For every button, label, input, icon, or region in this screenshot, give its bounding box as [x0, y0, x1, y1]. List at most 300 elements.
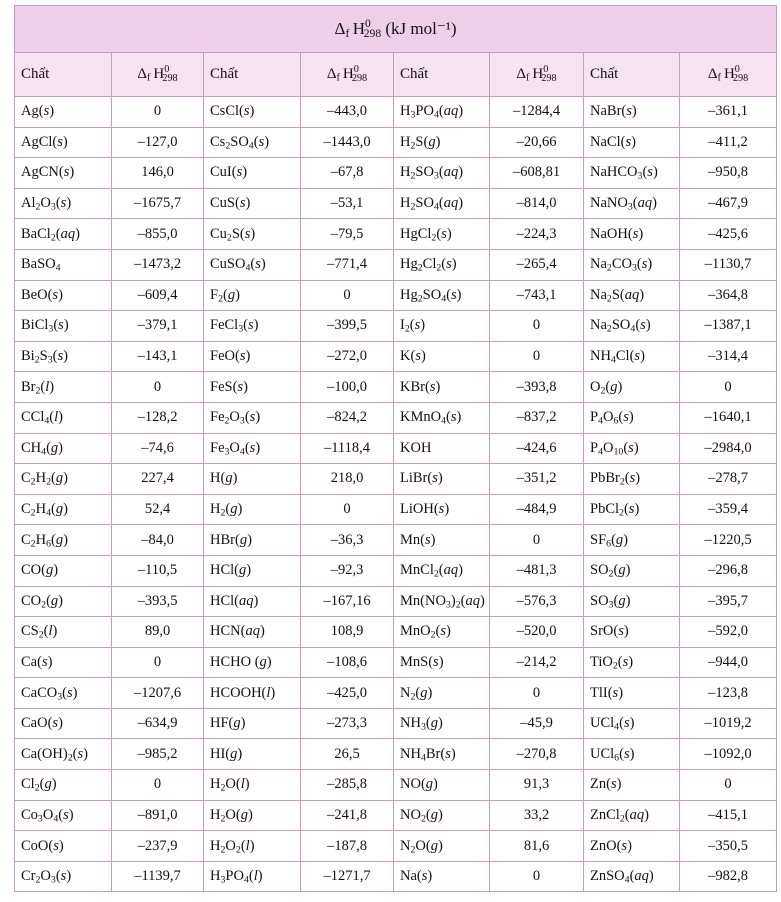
column-header-name [394, 53, 490, 97]
compound-part: Fe [210, 439, 225, 456]
compound-part: ) [652, 164, 658, 181]
compound-part: ( [415, 684, 421, 701]
compound-part: 2 [30, 476, 36, 488]
compound-part: ( [55, 868, 61, 885]
compound-part: Al [21, 195, 36, 212]
compound-part: ( [623, 501, 629, 518]
compound-part: NaBr( [590, 103, 627, 120]
compound-part: ( [243, 317, 248, 334]
compound-cell [584, 647, 680, 678]
compound-cell [204, 770, 301, 801]
table-row [15, 249, 777, 280]
compound-part: l [45, 378, 50, 395]
compound-part: ( [240, 837, 246, 854]
compound-part: 4 [53, 813, 59, 825]
enthalpy-value: –944,0 [680, 647, 777, 678]
enthalpy-value: –1092,0 [680, 739, 777, 770]
enthalpy-value: 0 [490, 678, 584, 709]
compound-cell [15, 127, 112, 158]
title-sub-f: f [345, 26, 350, 40]
compound-part: ) [437, 837, 443, 854]
compound-part: s [236, 164, 243, 181]
table-row [15, 525, 777, 556]
compound-cell [204, 97, 301, 128]
compound-part: 2 [431, 232, 437, 244]
compound-part: 2 [606, 293, 612, 305]
compound-part: l [240, 776, 245, 793]
compound-part: ( [250, 256, 256, 273]
compound-part: KOH [400, 439, 432, 456]
compound-part: s [258, 133, 265, 150]
compound-part: CuS( [210, 195, 240, 212]
compound-part: 2 [34, 354, 40, 366]
compound-part: s [63, 806, 69, 823]
enthalpy-value: –224,3 [490, 219, 584, 250]
compound-part: s [249, 409, 256, 426]
compound-part: ) [66, 195, 72, 212]
compound-part: 2 [417, 293, 423, 305]
compound-part: ) [49, 378, 55, 395]
col-delta: Δ [326, 66, 337, 82]
compound-part: ) [639, 286, 645, 303]
compound-part: g [227, 286, 236, 303]
compound-part: 4 [243, 874, 249, 886]
compound-part: NO [400, 806, 421, 823]
compound-part: LiOH( [400, 501, 439, 518]
compound-part: ) [479, 592, 485, 609]
compound-part: ) [458, 195, 464, 212]
table-row [15, 586, 777, 617]
compound-part: 4 [630, 323, 636, 335]
compound-part: NaHCO [590, 164, 638, 181]
compound-part: s [415, 348, 421, 365]
compound-part: ) [625, 562, 631, 579]
compound-part: s [450, 286, 457, 303]
compound-part: g [240, 806, 248, 823]
compound-part: O [42, 806, 54, 823]
compound-part: O( [415, 837, 431, 854]
enthalpy-value: –285,8 [301, 770, 394, 801]
enthalpy-value: –982,8 [680, 861, 777, 892]
enthalpy-value: –265,4 [490, 249, 584, 280]
compound-part: ) [446, 623, 451, 640]
table-row [15, 372, 777, 403]
compound-part: SO [415, 195, 434, 212]
enthalpy-value: –128,2 [112, 402, 204, 433]
compound-cell [15, 372, 112, 403]
col-delta: Δ [707, 66, 718, 82]
compound-part: s [52, 286, 59, 303]
enthalpy-value: –608,81 [490, 158, 584, 189]
compound-part: 3 [57, 691, 63, 703]
enthalpy-value: 0 [490, 341, 584, 372]
enthalpy-value: –634,9 [112, 708, 204, 739]
compound-part: ZnO( [590, 837, 622, 854]
compound-part: s [421, 868, 428, 885]
compound-part: aq [60, 225, 76, 242]
compound-part: ( [53, 317, 59, 334]
compound-part: ) [628, 653, 634, 670]
compound-part: ) [253, 592, 259, 609]
compound-part: ( [253, 133, 259, 150]
compound-part: s [634, 348, 641, 365]
compound-cell [584, 188, 680, 219]
enthalpy-value: –270,8 [490, 739, 584, 770]
compound-part: 2 [410, 170, 416, 182]
compound-part: ( [438, 562, 444, 579]
compound-part: ) [242, 164, 248, 181]
enthalpy-value: –1271,7 [301, 861, 394, 892]
compound-part: 2 [46, 476, 51, 488]
compound-part: CoO( [21, 837, 54, 854]
compound-part: Ag( [21, 103, 44, 120]
compound-part: ) [247, 806, 253, 823]
compound-part: 10 [613, 446, 624, 458]
compound-part: l [48, 623, 53, 640]
compound-part: ( [43, 623, 49, 640]
compound-cell [394, 800, 490, 831]
compound-part: s [255, 256, 261, 273]
compound-part: g [615, 531, 624, 548]
compound-part: NaOH( [590, 225, 633, 242]
compound-cell [584, 280, 680, 311]
enthalpy-value: –855,0 [112, 219, 204, 250]
compound-part: ) [633, 439, 639, 456]
compound-part: ) [63, 317, 69, 334]
col-sup: 0 [543, 63, 549, 75]
compound-part: Cl [21, 776, 35, 793]
compound-cell [584, 464, 680, 495]
table-row [15, 280, 777, 311]
enthalpy-value: –837,2 [490, 402, 584, 433]
compound-part: s [450, 409, 457, 426]
compound-part: ) [249, 103, 255, 120]
compound-part: g [50, 439, 59, 456]
compound-part: Bi [21, 348, 35, 365]
compound-part: 2 [220, 782, 226, 794]
compound-part: ( [55, 225, 61, 242]
compound-part: ) [68, 806, 74, 823]
compound-part: 4 [614, 721, 620, 733]
compound-part: ) [437, 470, 443, 487]
compound-part: ) [623, 531, 628, 548]
compound-part: ) [631, 103, 637, 120]
compound-part: ) [237, 745, 243, 762]
compound-part: s [632, 225, 639, 242]
compound-part: TiO [590, 653, 613, 670]
compound-part: s [424, 531, 431, 548]
compound-part: ( [605, 378, 611, 395]
compound-cell [584, 708, 680, 739]
compound-part: 4 [46, 507, 51, 519]
enthalpy-value: –100,0 [301, 372, 394, 403]
compound-part: g [55, 470, 64, 487]
compound-part: s [628, 501, 635, 518]
compound-cell [584, 341, 680, 372]
col-h: H [342, 66, 354, 82]
compound-part: s [247, 317, 254, 334]
compound-cell [15, 861, 112, 892]
compound-part: Na( [400, 868, 422, 885]
compound-cell [15, 739, 112, 770]
enthalpy-value: –187,8 [301, 831, 394, 862]
enthalpy-value: 91,3 [490, 770, 584, 801]
compound-part: 4 [433, 109, 439, 121]
enthalpy-value: –484,9 [490, 494, 584, 525]
compound-part: CuSO [210, 256, 246, 273]
compound-cell [204, 831, 301, 862]
compound-part: aq [624, 286, 640, 303]
compound-cell [584, 311, 680, 342]
compound-cell [204, 280, 301, 311]
compound-part: KBr( [400, 378, 430, 395]
compound-part: ( [636, 256, 642, 273]
enthalpy-value: –1640,1 [680, 402, 777, 433]
compound-part: s [77, 745, 84, 762]
compound-part: s [441, 225, 447, 242]
compound-part: ) [63, 531, 68, 548]
compound-part: g [233, 715, 241, 732]
compound-part: S [39, 348, 48, 365]
enthalpy-value: –443,0 [301, 97, 394, 128]
compound-part: ) [58, 837, 64, 854]
compound-part: ( [248, 868, 254, 885]
compound-cell [204, 647, 301, 678]
enthalpy-value: 0 [112, 647, 204, 678]
compound-part: CS [21, 623, 39, 640]
compound-part: HF( [210, 715, 234, 732]
compound-part: ) [266, 653, 272, 670]
table-row [15, 464, 777, 495]
enthalpy-value: –576,3 [490, 586, 584, 617]
col-sub: 298 [541, 72, 557, 84]
compound-cell [15, 494, 112, 525]
column-header-row [15, 53, 777, 97]
compound-part: ( [223, 286, 228, 303]
compound-part: C [21, 470, 31, 487]
compound-part: aq [629, 806, 645, 823]
enthalpy-value: –67,8 [301, 158, 394, 189]
compound-part: 4 [41, 446, 47, 458]
compound-part: s [610, 776, 617, 793]
compound-cell [204, 311, 301, 342]
compound-part: ) [616, 776, 622, 793]
compound-cell [204, 800, 301, 831]
compound-part: ( [618, 409, 624, 426]
enthalpy-value: –425,6 [680, 219, 777, 250]
compound-part: HCHO ( [210, 653, 260, 670]
compound-part: 2 [612, 660, 618, 672]
table-row [15, 678, 777, 709]
compound-cell [15, 678, 112, 709]
compound-part: 3 [433, 170, 439, 182]
compound-part: s [243, 103, 250, 120]
compound-part: ( [51, 531, 56, 548]
compound-cell [204, 617, 301, 648]
enthalpy-value: –79,5 [301, 219, 394, 250]
compound-part: s [433, 653, 439, 670]
col-sub-f: f [147, 72, 151, 84]
compound-part: NaNO [590, 195, 628, 212]
compound-part: ) [83, 745, 88, 762]
compound-part: HI( [210, 745, 231, 762]
compound-part: Br( [425, 745, 446, 762]
col-sub-f: f [336, 72, 340, 84]
compound-cell [394, 97, 490, 128]
table-title-row [15, 6, 777, 53]
compound-cell [394, 678, 490, 709]
compound-part: ( [72, 745, 78, 762]
col-sub: 298 [162, 72, 178, 84]
compound-part: ( [51, 501, 56, 518]
enthalpy-value: 0 [301, 494, 394, 525]
compound-part: g [230, 501, 238, 518]
table-row [15, 402, 777, 433]
compound-part: ( [58, 806, 64, 823]
compound-part: CO [611, 256, 632, 273]
compound-cell [204, 586, 301, 617]
compound-part: 2 [34, 782, 40, 794]
compound-part: SO [611, 317, 631, 334]
enthalpy-value: –415,1 [680, 800, 777, 831]
compound-part: ) [264, 133, 270, 150]
enthalpy-value: –1207,6 [112, 678, 204, 709]
compound-cell [15, 647, 112, 678]
compound-part: aq [637, 195, 653, 212]
enthalpy-value: –520,0 [490, 617, 584, 648]
compound-part: KMnO [400, 409, 442, 426]
compound-part: g [259, 653, 267, 670]
col-delta: Δ [137, 66, 147, 82]
compound-cell [15, 311, 112, 342]
compound-part: ) [458, 562, 463, 579]
enthalpy-value: –1473,2 [112, 249, 204, 280]
compound-part: ) [437, 715, 443, 732]
compound-part: s [440, 623, 447, 640]
enthalpy-value: –1387,1 [680, 311, 777, 342]
compound-part: C [21, 531, 31, 548]
table-row [15, 617, 777, 648]
compound-part: ) [645, 317, 651, 334]
title-sub: 298 [363, 26, 382, 40]
compound-part: 3 [50, 201, 56, 213]
enthalpy-value: –20,66 [490, 127, 584, 158]
compound-part: ) [53, 562, 59, 579]
compound-part: 2 [224, 415, 230, 427]
compound-part: CO [21, 592, 42, 609]
compound-cell [15, 525, 112, 556]
compound-part: 6 [606, 538, 612, 550]
enthalpy-value: –399,5 [301, 311, 394, 342]
col-sub: 298 [351, 72, 368, 84]
enthalpy-value: –84,0 [112, 525, 204, 556]
compound-part: ZnSO [590, 868, 625, 885]
compound-part: 4 [441, 293, 447, 305]
compound-part: l [245, 837, 250, 854]
compound-part: O [40, 195, 51, 212]
compound-part: s [67, 684, 73, 701]
column-header-name-label: Chất [400, 66, 429, 82]
compound-part: ) [435, 378, 441, 395]
compound-part: ) [257, 868, 263, 885]
compound-part: 4 [610, 354, 616, 366]
compound-part: PO [225, 868, 244, 885]
compound-cell [584, 158, 680, 189]
compound-part: aq [443, 195, 459, 212]
enthalpy-value: 0 [680, 372, 777, 403]
compound-part: SO [590, 562, 609, 579]
compound-part: ) [437, 806, 443, 823]
compound-part: PO [415, 103, 434, 120]
compound-part: ( [619, 745, 624, 762]
enthalpy-value: –278,7 [680, 464, 777, 495]
compound-part: O [590, 378, 601, 395]
enthalpy-value: –1130,7 [680, 249, 777, 280]
enthalpy-value: –364,8 [680, 280, 777, 311]
compound-cell [204, 708, 301, 739]
enthalpy-value: –45,9 [490, 708, 584, 739]
table-body [15, 97, 777, 892]
enthalpy-value: 146,0 [112, 158, 204, 189]
compound-part: ) [243, 378, 248, 395]
enthalpy-value: –237,9 [112, 831, 204, 862]
compound-part: s [60, 195, 67, 212]
compound-part: g [430, 837, 438, 854]
compound-part: g [225, 470, 233, 487]
compound-part: HCl( [210, 592, 239, 609]
compound-part: ) [72, 684, 78, 701]
compound-part: 2 [220, 813, 226, 825]
compound-part: ( [244, 439, 250, 456]
enthalpy-value: –950,8 [680, 158, 777, 189]
compound-part: CsCl( [210, 103, 244, 120]
compound-cell [394, 525, 490, 556]
compound-part: CO( [21, 562, 46, 579]
enthalpy-value: 33,2 [490, 800, 584, 831]
table-row [15, 800, 777, 831]
enthalpy-value: –1019,2 [680, 708, 777, 739]
compound-part: 4 [598, 446, 603, 458]
enthalpy-value: –314,4 [680, 341, 777, 372]
compound-part: 3 [445, 599, 451, 611]
compound-part: ) [52, 623, 58, 640]
compound-cell [204, 861, 301, 892]
compound-part: S( [231, 225, 245, 242]
compound-cell [394, 249, 490, 280]
compound-part: ) [427, 684, 433, 701]
enthalpy-value: –393,5 [112, 586, 204, 617]
compound-part: Cs [210, 133, 226, 150]
compound-part: aq [239, 592, 254, 609]
compound-part: ) [433, 776, 438, 793]
compound-part: 2 [38, 629, 44, 641]
compound-part: ) [640, 348, 645, 365]
compound-part: ) [240, 715, 246, 732]
compound-cell [394, 831, 490, 862]
compound-part: H [210, 806, 221, 823]
compound-part: s [63, 164, 70, 181]
compound-part: aq [465, 592, 480, 609]
compound-part: H [400, 103, 411, 120]
compound-part: H [210, 868, 221, 885]
compound-part: 2 [218, 293, 223, 305]
enthalpy-value: 0 [112, 97, 204, 128]
compound-cell [15, 158, 112, 189]
compound-cell [204, 249, 301, 280]
compound-part: 4 [624, 874, 630, 886]
column-header-name-label: Chất [210, 66, 239, 82]
compound-part: 3 [224, 446, 230, 458]
